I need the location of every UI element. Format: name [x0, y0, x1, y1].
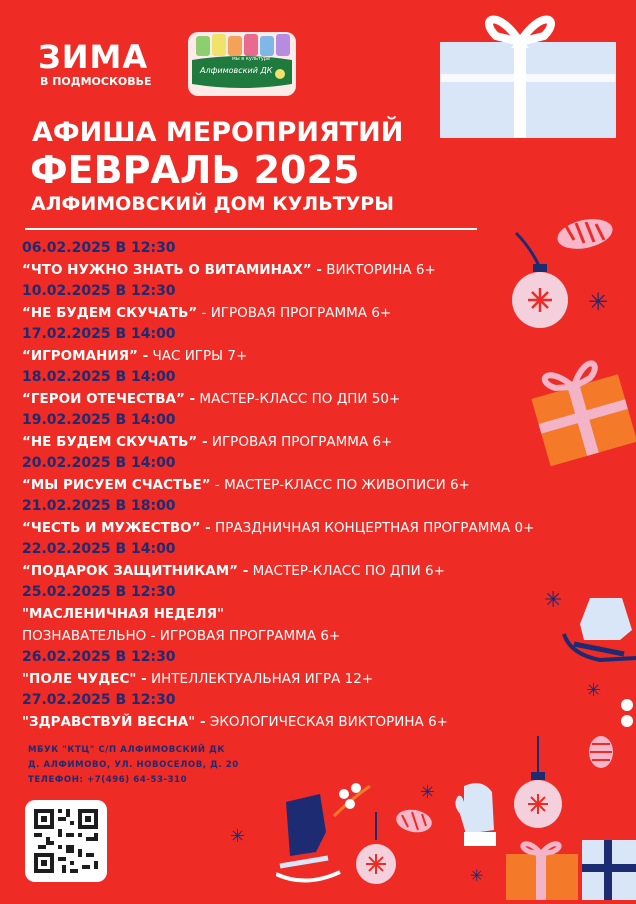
event-date: 26.02.2025 В 12:30 — [22, 649, 176, 665]
event-title: “ПОДАРОК ЗАЩИТНИКАМ” - — [22, 563, 249, 579]
event-date: 21.02.2025 В 18:00 — [22, 498, 176, 514]
snowflake-icon: ✳ — [230, 826, 246, 847]
header-divider — [25, 228, 477, 230]
event-desc: ИНТЕЛЛЕКТУАЛЬНАЯ ИГРА 12+ — [146, 671, 374, 687]
dk-logo-text: Алфимовский ДК — [200, 66, 273, 75]
dk-logo-small-text: мы в культуре — [232, 56, 271, 62]
event-desc: МАСТЕР-КЛАСС ПО ДПИ 6+ — [248, 563, 445, 579]
event-item — [22, 690, 602, 733]
gift-icon — [526, 346, 636, 470]
snowflake-icon: ✳ — [544, 588, 563, 613]
event-item — [22, 496, 602, 539]
snowflake-icon: ✳ — [420, 782, 436, 803]
org-phone: ТЕЛЕФОН: +7(496) 64-53-310 — [28, 775, 188, 785]
event-desc: ВИКТОРИНА 6+ — [321, 262, 436, 278]
event-desc: МАСТЕР-КЛАСС ПО ДПИ 50+ — [195, 391, 401, 407]
mitten-icon — [452, 780, 502, 856]
header-line1: АФИША МЕРОПРИЯТИЙ — [32, 117, 404, 148]
event-date: 22.02.2025 В 14:00 — [22, 541, 176, 557]
event-title: “ЧТО НУЖНО ЗНАТЬ О ВИТАМИНАХ” - — [22, 262, 322, 278]
event-item — [22, 582, 602, 647]
event-title: “МЫ РИСУЕМ СЧАСТЬЕ” — [22, 477, 211, 493]
event-item — [22, 539, 602, 582]
event-date: 06.02.2025 В 12:30 — [22, 240, 176, 256]
event-desc: - МАСТЕР-КЛАСС ПО ЖИВОПИСИ 6+ — [210, 477, 470, 493]
event-item — [22, 410, 602, 453]
event-date: 20.02.2025 В 14:00 — [22, 455, 176, 471]
header-line2: ФЕВРАЛЬ 2025 — [30, 148, 360, 192]
event-title: “ЧЕСТЬ И МУЖЕСТВО” - — [22, 520, 211, 536]
header-line3: АЛФИМОВСКИЙ ДОМ КУЛЬТУРЫ — [31, 193, 394, 215]
ornament-icon — [506, 228, 586, 332]
org-address: Д. АЛФИМОВО, УЛ. НОВОСЕЛОВ, Д. 20 — [28, 760, 239, 770]
zima-logo: ЗИМА — [38, 38, 149, 76]
event-desc: ЭКОЛОГИЧЕСКАЯ ВИКТОРИНА 6+ — [205, 714, 448, 730]
gift-icon — [438, 8, 618, 144]
event-item — [22, 453, 602, 496]
event-date: 17.02.2025 В 14:00 — [22, 326, 176, 342]
event-item — [22, 647, 602, 690]
organization-info — [28, 743, 239, 788]
event-date: 10.02.2025 В 12:30 — [22, 283, 176, 299]
event-title: “ИГРОМАНИЯ” - — [22, 348, 149, 364]
ornament-icon — [508, 736, 568, 850]
event-desc: ПРАЗДНИЧНАЯ КОНЦЕРТНАЯ ПРОГРАММА 0+ — [210, 520, 535, 536]
event-title: "МАСЛЕНИЧНАЯ НЕДЕЛЯ" — [22, 606, 225, 622]
ornament-icon — [394, 806, 434, 840]
event-date: 18.02.2025 В 14:00 — [22, 369, 176, 385]
ornament-icon — [618, 698, 636, 734]
ornament-icon — [586, 730, 616, 774]
qr-code-icon[interactable] — [25, 800, 107, 882]
event-desc: ЧАС ИГРЫ 7+ — [148, 348, 248, 364]
event-date: 25.02.2025 В 12:30 — [22, 584, 176, 600]
event-desc: - ИГРОВАЯ ПРОГРАММА 6+ — [197, 305, 392, 321]
alfimovsky-dk-logo — [186, 30, 298, 98]
event-title: “НЕ БУДЕМ СКУЧАТЬ” — [22, 305, 198, 321]
event-date: 19.02.2025 В 14:00 — [22, 412, 176, 428]
zima-logo-subtitle: В ПОДМОСКОВЬЕ — [40, 75, 152, 88]
event-title: “ГЕРОИ ОТЕЧЕСТВА” - — [22, 391, 196, 407]
snowflake-icon: ✳ — [470, 866, 484, 885]
event-title: “НЕ БУДЕМ СКУЧАТЬ” - — [22, 434, 208, 450]
event-title: "ЗДРАВСТВУЙ ВЕСНА" - — [22, 714, 206, 730]
skate-icon — [560, 594, 636, 678]
event-title: "ПОЛЕ ЧУДЕС" - — [22, 671, 147, 687]
org-name: МБУК "КТЦ" С/П АЛФИМОВСКИЙ ДК — [28, 745, 225, 755]
event-extra: ПОЗНАВАТЕЛЬНО - ИГРОВАЯ ПРОГРАММА 6+ — [22, 628, 341, 644]
snowflake-icon: ✳ — [588, 288, 609, 316]
gift-icon — [506, 840, 636, 904]
ornament-icon — [354, 812, 398, 896]
event-item — [22, 367, 602, 410]
snowflake-icon: ✳ — [586, 680, 602, 701]
event-desc: ИГРОВАЯ ПРОГРАММА 6+ — [207, 434, 393, 450]
event-date: 27.02.2025 В 12:30 — [22, 692, 176, 708]
